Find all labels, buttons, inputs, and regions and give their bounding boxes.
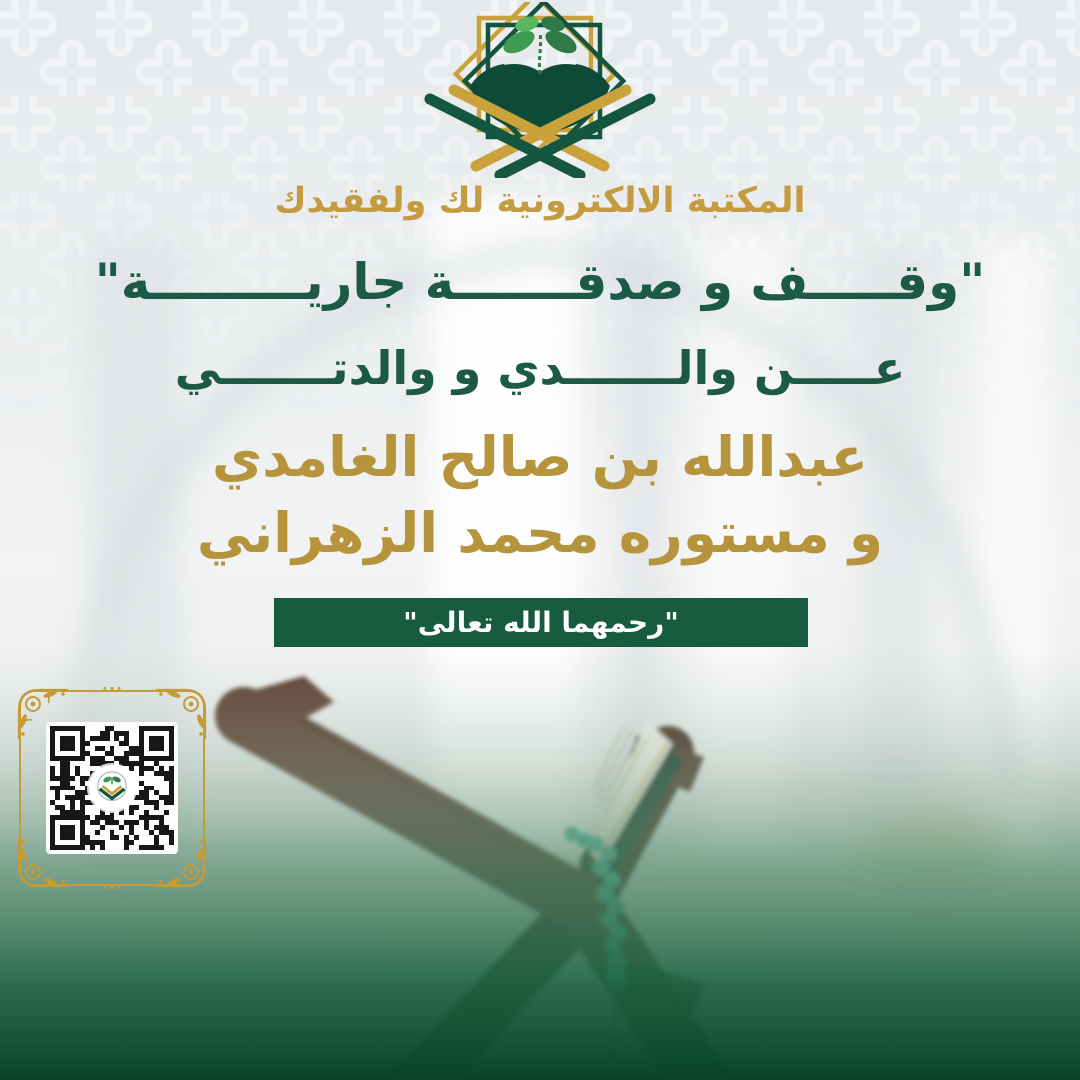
mercy-banner: [274, 598, 808, 647]
dedication-line-1: "وقـــــف و صدقـــــــة جاريـــــــــة": [94, 253, 986, 311]
qr-frame: [12, 683, 212, 893]
library-logo: [420, 2, 660, 178]
library-logo-mini-icon: [93, 769, 131, 807]
honoree-name-2: و مستوره محمد الزهراني: [196, 501, 884, 565]
honoree-name-1: عبدالله بن صالح الغامدي: [211, 425, 869, 489]
dedication-line-2: عـــــن والـــــــدي و والدتـــــــي: [174, 341, 906, 395]
mercy-banner-text: "رحمهما الله تعالى": [403, 606, 679, 639]
library-tagline: المكتبة الالكترونية لك ولفقيدك: [274, 181, 806, 221]
frame-ornament: [104, 687, 121, 690]
qr-center-logo: [89, 765, 135, 811]
frame-ornament: [104, 886, 121, 889]
